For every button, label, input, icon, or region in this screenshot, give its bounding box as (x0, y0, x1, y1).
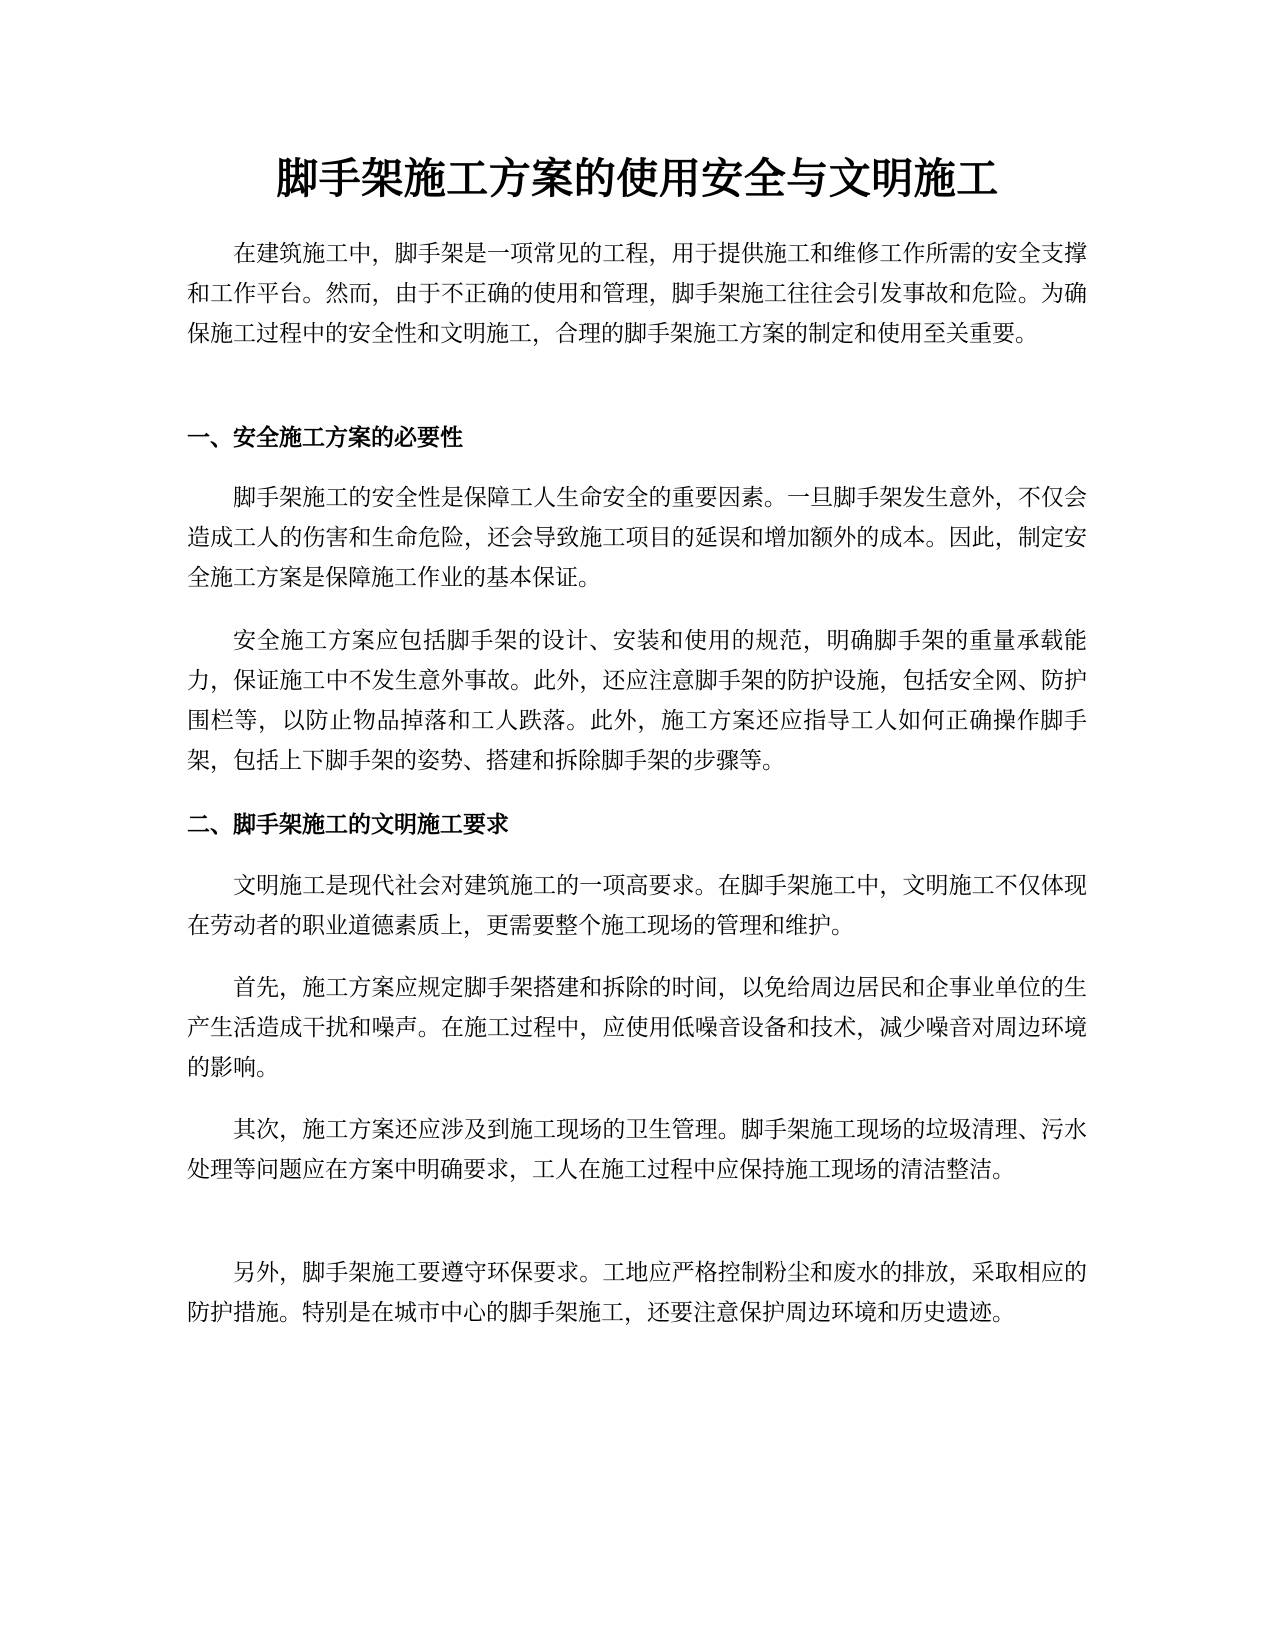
section-1-paragraph-2: 安全施工方案应包括脚手架的设计、安装和使用的规范，明确脚手架的重量承载能力，保证施工中不发生意外事故。此外，还应注意脚手架的防护设施，包括安全网、防护围栏等，以防止物品掉落和工人跌落。此外，施工方案还应指导工人如何正确操作脚手架，包括上下脚手架的姿势、搭建和拆除脚手架的步骤等。 (187, 628, 1087, 774)
intro-paragraph: 在建筑施工中，脚手架是一项常见的工程，用于提供施工和维修工作所需的安全支撑和工作平台。然而，由于不正确的使用和管理，脚手架施工往往会引发事故和危险。为确保施工过程中的安全性和文明施工，合理的脚手架施工方案的制定和使用至关重要。 (187, 241, 1087, 347)
section-1-heading: 一、安全施工方案的必要性 (187, 425, 463, 451)
section-2-paragraph-1: 文明施工是现代社会对建筑施工的一项高要求。在脚手架施工中，文明施工不仅体现在劳动者的职业道德素质上，更需要整个施工现场的管理和维护。 (187, 873, 1087, 939)
section-2-paragraph-2: 首先，施工方案应规定脚手架搭建和拆除的时间，以免给周边居民和企事业单位的生产生活造成干扰和噪声。在施工过程中，应使用低噪音设备和技术，减少噪音对周边环境的影响。 (187, 975, 1087, 1081)
section-2-paragraph-4: 另外，脚手架施工要遵守环保要求。工地应严格控制粉尘和废水的排放，采取相应的防护措施。特别是在城市中心的脚手架施工，还要注意保护周边环境和历史遗迹。 (187, 1260, 1087, 1326)
document-title: 脚手架施工方案的使用安全与文明施工 (276, 154, 999, 203)
section-2-heading: 二、脚手架施工的文明施工要求 (187, 812, 509, 838)
section-1-paragraph-1: 脚手架施工的安全性是保障工人生命安全的重要因素。一旦脚手架发生意外，不仅会造成工人的伤害和生命危险，还会导致施工项目的延误和增加额外的成本。因此，制定安全施工方案是保障施工作业的基本保证。 (187, 485, 1087, 591)
section-2-paragraph-3: 其次，施工方案还应涉及到施工现场的卫生管理。脚手架施工现场的垃圾清理、污水处理等问题应在方案中明确要求，工人在施工过程中应保持施工现场的清洁整洁。 (187, 1117, 1087, 1183)
